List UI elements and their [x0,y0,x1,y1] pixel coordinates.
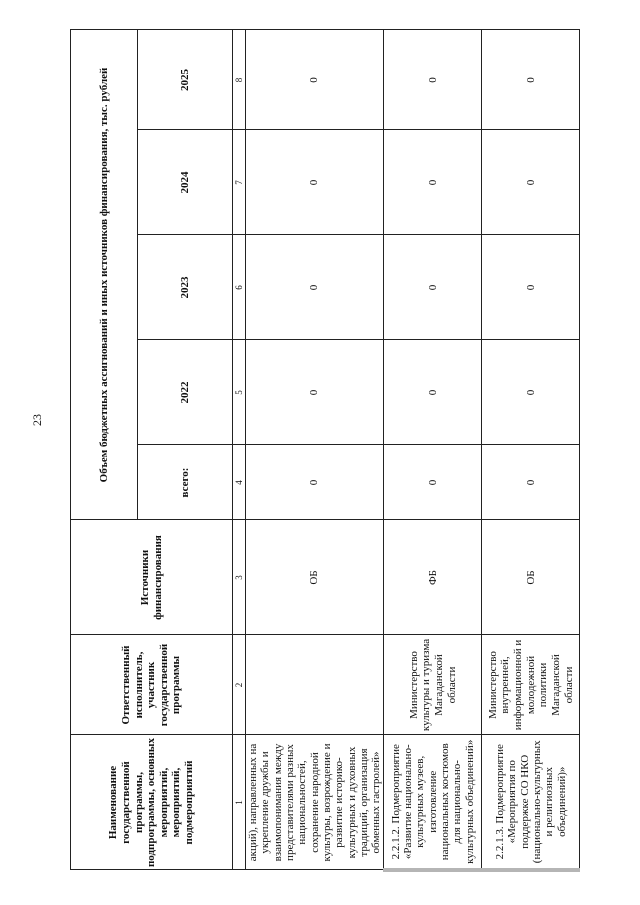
column-number: 6 [233,235,246,340]
row-executor: Министерство культуры и туризма Магаданской области [384,635,482,735]
row-value-2023: 0 [246,235,384,340]
row-source: ФБ [384,520,482,635]
row-executor [246,635,384,735]
row-name: 2.2.1.2. Подмероприятие «Развитие национально-культурных музеев, изготовление национальных костюмов для национально-культурных объединений» [384,735,482,870]
row-source: ОБ [482,520,580,635]
table-row [246,30,384,870]
header-executor: Ответственный исполнитель, участник государственной программы [71,635,233,735]
row-value-2023: 0 [384,235,482,340]
header-year-2022: 2022 [138,340,233,445]
page-number: 23 [30,414,44,426]
row-value-2025: 0 [384,30,482,130]
row-value-2024: 0 [482,130,580,235]
row-value-2023: 0 [482,235,580,340]
rotated-table-container [70,32,580,872]
column-number: 5 [233,340,246,445]
row-value-2022: 0 [384,340,482,445]
column-number: 3 [233,520,246,635]
header-year-2025: 2025 [138,30,233,130]
column-number: 1 [233,735,246,870]
row-value-2022: 0 [482,340,580,445]
column-numbers-row [233,30,246,870]
column-number: 8 [233,30,246,130]
table-row [482,30,580,870]
header-year-2024: 2024 [138,130,233,235]
row-name: 2.2.1.3. Подмероприятие «Мероприятия по поддержке СО НКО (национально-культурных и религиозных объединений)» [482,735,580,870]
header-total: всего: [138,445,233,520]
row-name: акций), направленных на укрепление дружбы и взаимопонимания между представителями разных национальностей, сохранение народной культуры, возрождение и развитие историко-культурных и духовных традиций, организация обменных гастролей» [246,735,384,870]
row-value-2024: 0 [246,130,384,235]
financing-table [70,30,580,873]
table-row [384,30,482,870]
row-total: 0 [482,445,580,520]
row-executor: Министерство внутренней, информационной и молодежной политики Магаданской области [482,635,580,735]
column-number: 4 [233,445,246,520]
row-value-2025: 0 [482,30,580,130]
row-total: 0 [246,445,384,520]
header-volume: Объем бюджетных ассигнований и иных источников финансирования, тыс. рублей [71,30,138,520]
row-total: 0 [384,445,482,520]
row-source: ОБ [246,520,384,635]
row-value-2025: 0 [246,30,384,130]
row-value-2024: 0 [384,130,482,235]
header-year-2023: 2023 [138,235,233,340]
row-value-2022: 0 [246,340,384,445]
column-number: 2 [233,635,246,735]
header-name: Наименование государственной программы, подпрограммы, основных мероприятий, мероприятий, подмероприятий [71,735,233,870]
header-source: Источники финансирования [71,520,233,635]
header-row-1 [71,30,138,870]
column-number: 7 [233,130,246,235]
